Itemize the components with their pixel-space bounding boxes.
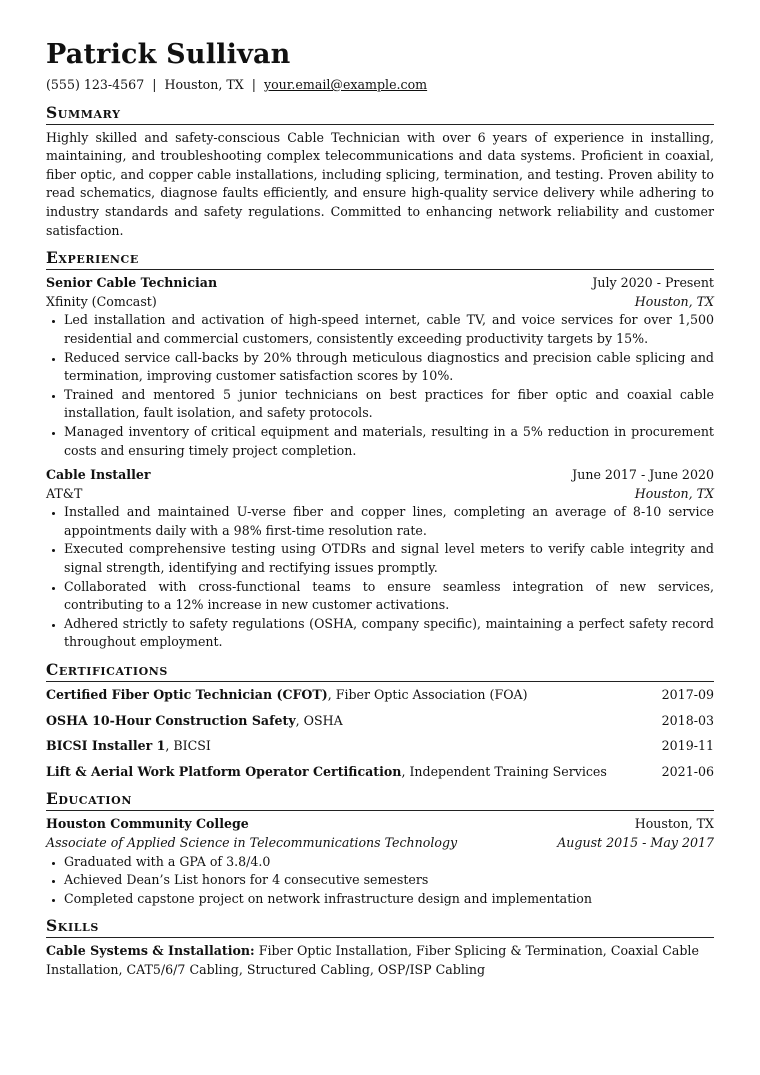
candidate-name: Patrick Sullivan	[46, 39, 291, 70]
skills-entry	[46, 942, 714, 979]
certification-issuer: , Independent Training Services	[401, 763, 607, 779]
section-title-education: Education	[46, 789, 714, 811]
education-dates: August 2015 - May 2017	[557, 835, 714, 850]
job-entry	[46, 466, 714, 652]
list-item: • Graduated with a GPA of 3.8/4.0	[64, 853, 714, 872]
list-item: • Completed capstone project on network infrastructure design and implementation	[64, 890, 714, 909]
section-title-skills: Skills	[46, 916, 714, 938]
job-dates: June 2017 - June 2020	[572, 467, 714, 483]
certification-date: 2017-09	[661, 687, 714, 703]
list-item: • Led installation and activation of high-speed internet, cable TV, and voice services for over 1,500 residential and commercial customers, consistently exceeding productivity targets by 15%.	[64, 311, 714, 348]
list-item: • Installed and maintained U-verse fiber and copper lines, completing an average of 8-10 service appointments daily with a 98% first-time resolution rate.	[64, 503, 714, 540]
job-title: Cable Installer	[46, 467, 151, 483]
list-item: • Reduced service call-backs by 20% through meticulous diagnostics and precision cable splicing and termination, improving customer satisfaction scores by 10%.	[64, 349, 714, 386]
job-bullets	[46, 503, 714, 652]
school-name: Houston Community College	[46, 816, 249, 832]
job-location: Houston, TX	[634, 485, 714, 501]
section-title-experience: Experience	[46, 248, 714, 270]
certification-item	[46, 686, 714, 705]
separator: |	[152, 77, 157, 92]
certification-item	[46, 712, 714, 731]
job-title: Senior Cable Technician	[46, 275, 218, 291]
certification-issuer: , Fiber Optic Association (FOA)	[327, 687, 528, 703]
certification-item	[46, 737, 714, 756]
job-company: AT&T	[46, 485, 83, 501]
certification-name: Lift & Aerial Work Platform Operator Certification	[46, 763, 402, 779]
list-item: • Achieved Dean’s List honors for 4 consecutive semesters	[64, 871, 714, 890]
certification-issuer: , BICSI	[165, 738, 211, 754]
certification-name: OSHA 10-Hour Construction Safety	[46, 712, 296, 728]
email-link[interactable]: your.email@example.com	[263, 77, 428, 92]
separator: |	[251, 77, 256, 92]
job-location: Houston, TX	[634, 293, 714, 309]
certification-date: 2021-06	[661, 763, 714, 779]
job-bullets	[46, 311, 714, 460]
certification-issuer: , OSHA	[295, 712, 343, 728]
list-item: • Managed inventory of critical equipment and materials, resulting in a 5% reduction in procurement costs and ensuring timely project completion.	[64, 423, 714, 460]
list-item: • Adhered strictly to safety regulations (OSHA, company specific), maintaining a perfect safety record throughout employment.	[64, 615, 714, 652]
certification-date: 2018-03	[661, 712, 714, 728]
summary-text: Highly skilled and safety-conscious Cable Technician with over 6 years of experience in installing, maintaining, and troubleshooting complex telecommunications and data systems. Proficient in coaxial, fiber optic, and copper cable installations, including splicing, termination, and testing. Proven ability to read schematics, diagnose faults efficiently, and ensure high-quality service delivery while adhering to industry standards and safety regulations. Committed to enhancing network reliability and customer satisfaction.	[46, 129, 714, 238]
certification-item	[46, 763, 714, 782]
section-title-certifications: Certifications	[46, 660, 714, 682]
phone: (555) 123-4567	[46, 77, 145, 92]
contact-line	[46, 76, 714, 95]
certification-date: 2019-11	[661, 738, 714, 754]
job-company: Xfinity (Comcast)	[46, 293, 157, 309]
certification-name: BICSI Installer 1	[46, 738, 166, 754]
certification-list	[46, 686, 714, 781]
education-entry	[46, 815, 714, 908]
skills-items: Fiber Optic Installation, Fiber Splicing & Termination, Coaxial Cable Installation, CAT5/6/7 Cabling, Structured Cabling, OSP/ISP Cabling	[46, 943, 699, 977]
location: Houston, TX	[164, 77, 244, 92]
list-item: • Trained and mentored 5 junior technicians on best practices for fiber optic and coaxial cable installation, fault isolation, and safety protocols.	[64, 386, 714, 423]
skills-category: Cable Systems & Installation:	[46, 943, 255, 959]
list-item: • Collaborated with cross-functional teams to ensure seamless integration of new services, contributing to a 12% increase in new customer activations.	[64, 578, 714, 615]
list-item: • Executed comprehensive testing using OTDRs and signal level meters to verify cable integrity and signal strength, identifying and rectifying issues promptly.	[64, 540, 714, 577]
job-entry	[46, 274, 714, 460]
section-title-summary: Summary	[46, 103, 714, 125]
certification-name: Certified Fiber Optic Technician (CFOT)	[46, 687, 328, 703]
job-dates: July 2020 - Present	[592, 275, 714, 291]
degree: Associate of Applied Science in Telecommunications Technology	[46, 835, 458, 850]
education-bullets	[46, 853, 714, 909]
school-location: Houston, TX	[634, 816, 714, 832]
